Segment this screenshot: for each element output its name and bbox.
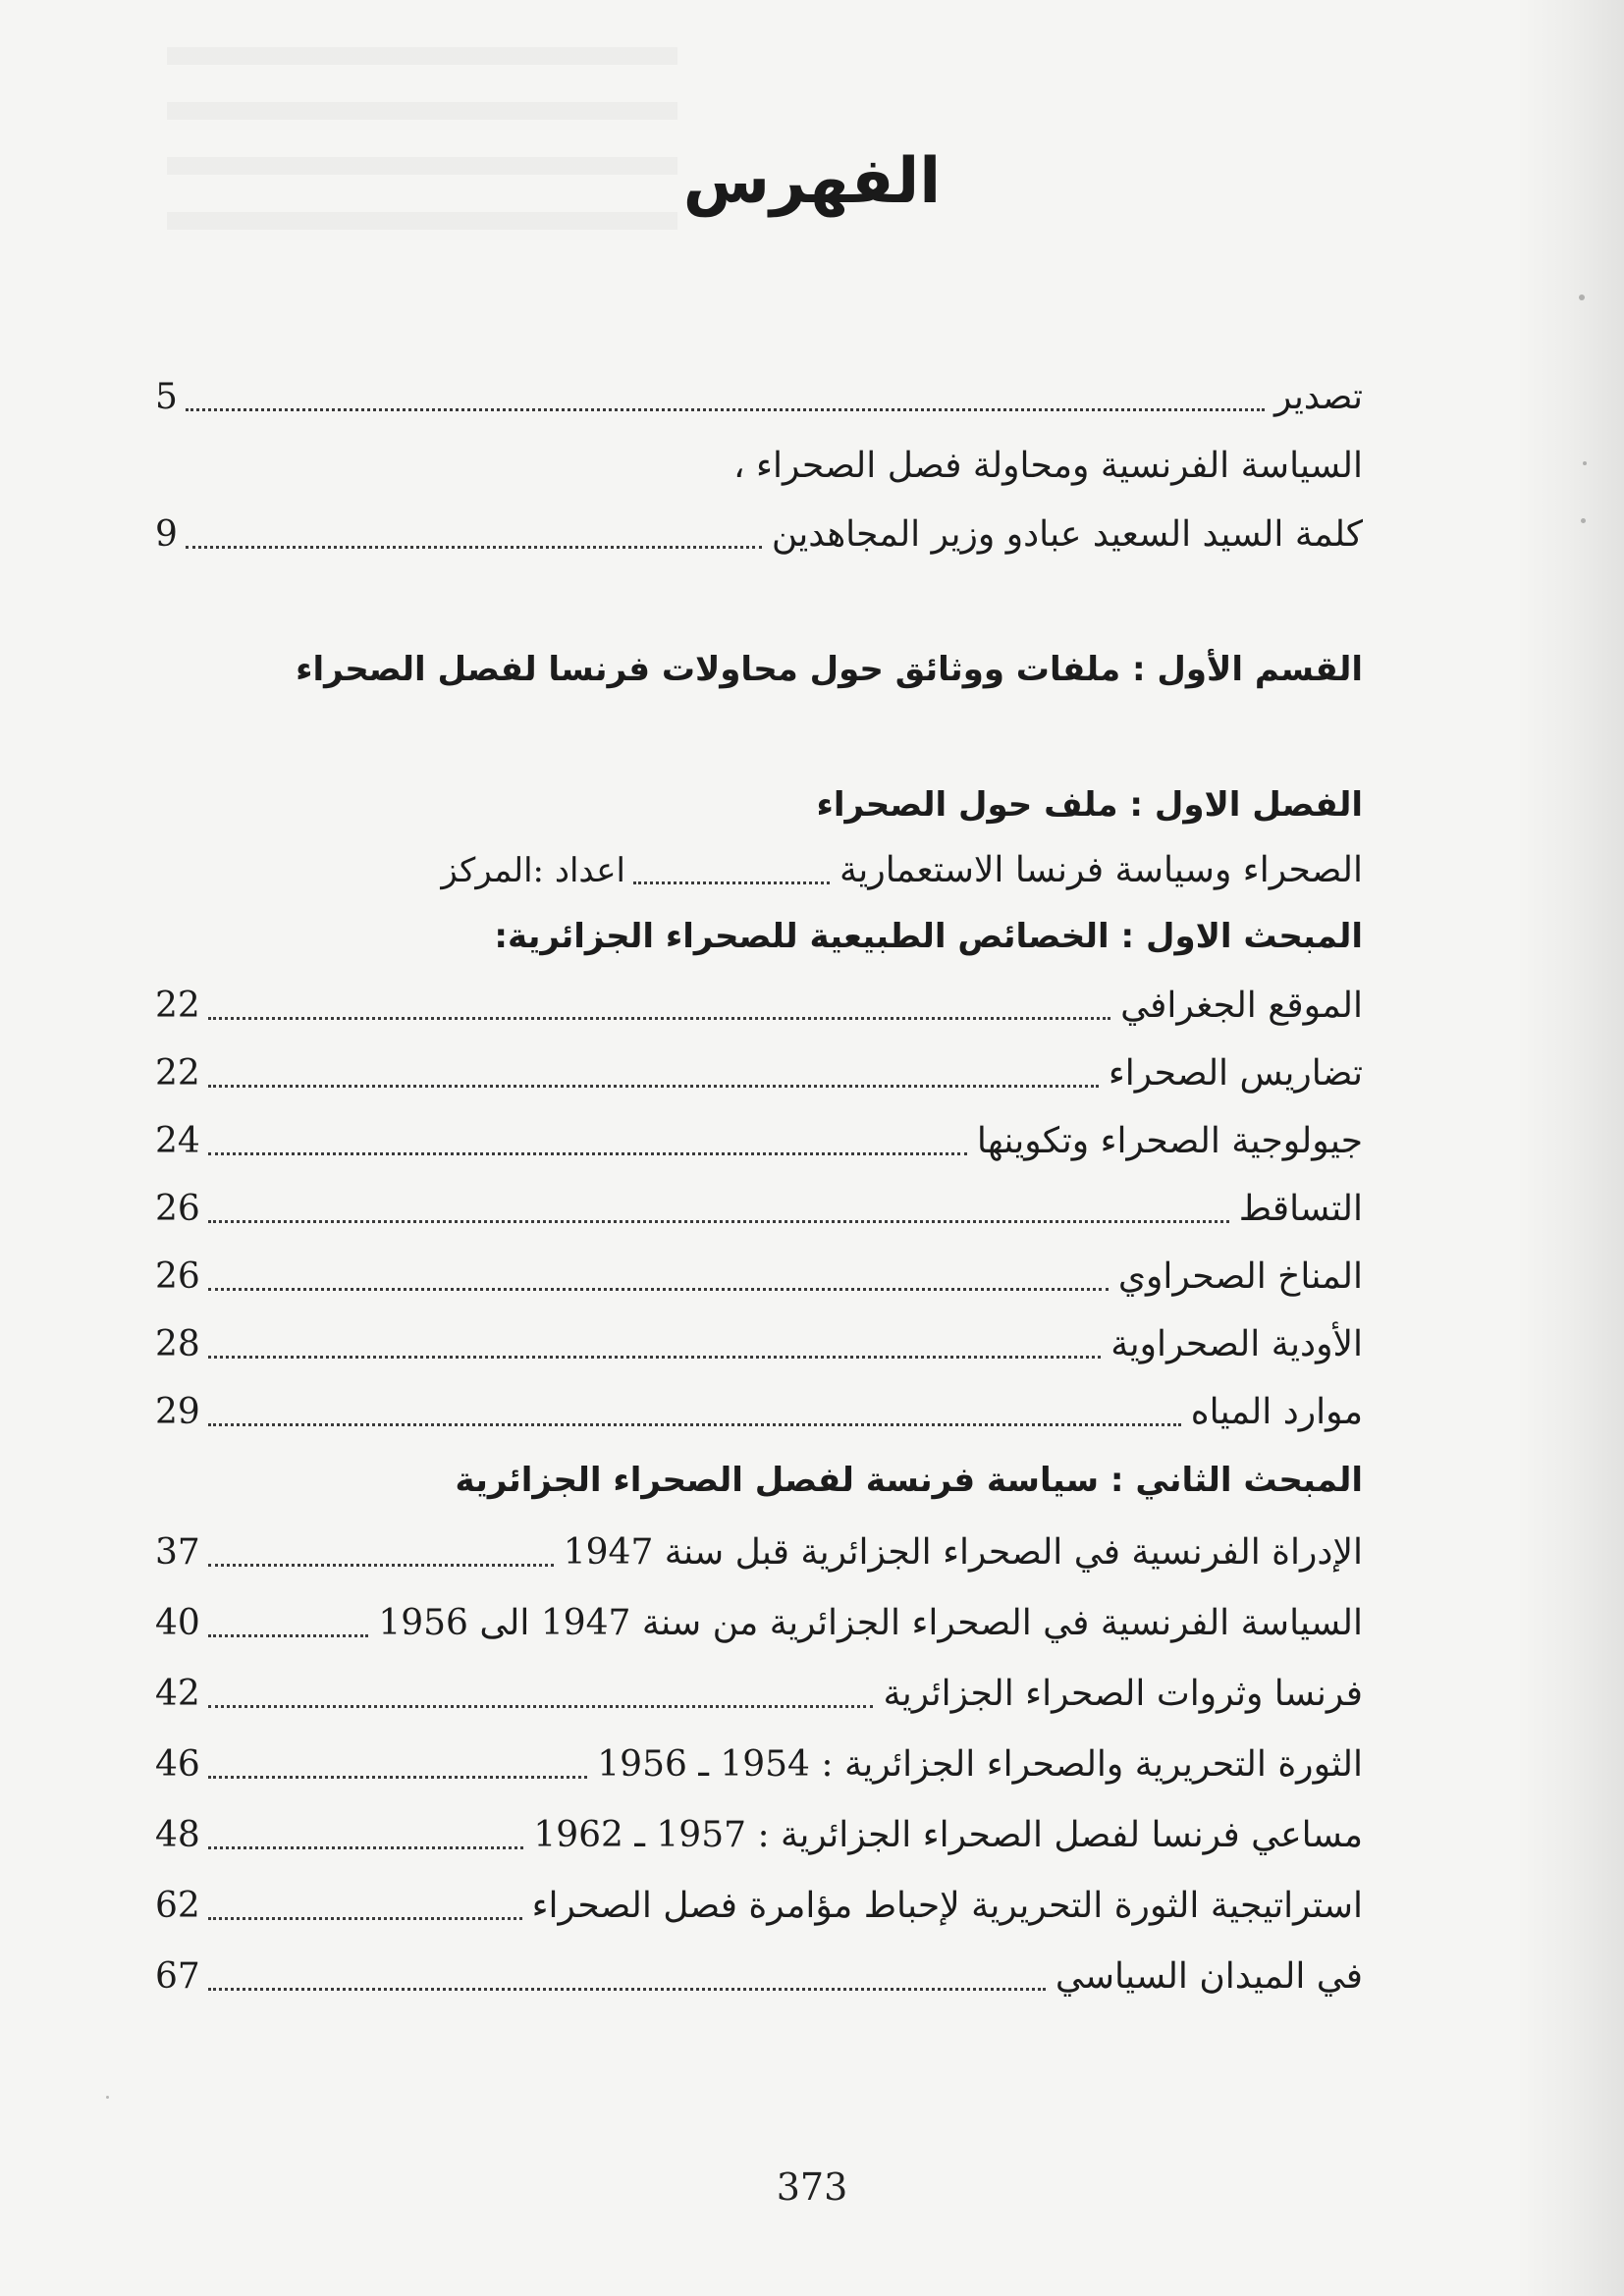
subsection-heading [155,907,1363,966]
leader-dots [208,1152,967,1155]
toc-entry [155,1315,1363,1374]
toc-entry [155,1948,1363,2006]
toc-entry [155,1248,1363,1307]
page-number: 373 [776,2165,848,2209]
toc-entry [155,1112,1363,1171]
toc-entry [155,1735,1363,1794]
toc-entry [155,977,1363,1036]
toc-entry-page: 40 [155,1603,200,1643]
page-title: الفهرس [682,145,942,218]
toc-entry-text: الفصل الاول : ملف حول الصحراء [816,785,1363,825]
subsection-heading [155,1451,1363,1510]
toc-entry [155,368,1363,427]
toc-entry-page: 26 [155,1256,200,1297]
toc-entry-text: في الميدان السياسي [1055,1956,1363,1997]
toc-entry-text: الصحراء وسياسة فرنسا الاستعمارية [839,850,1363,890]
toc-entry-page: 37 [155,1532,200,1573]
toc-entry-text: فرنسا وثروات الصحراء الجزائرية [883,1674,1363,1714]
toc-entry-text: السياسة الفرنسية ومحاولة فصل الصحراء ، [732,446,1363,486]
toc-entry [155,1523,1363,1582]
toc-entry [155,437,1363,496]
toc-entry-page: 46 [155,1744,200,1785]
toc-entry-page: 5 [155,377,178,417]
toc-entry-text: الأودية الصحراوية [1110,1324,1363,1364]
toc-entry [155,1180,1363,1239]
leader-dots [208,1356,1101,1359]
toc-entry [155,1383,1363,1442]
leader-dots [208,1288,1109,1291]
leader-dots [208,1988,1046,1991]
toc-entry-text: الإدراة الفرنسية في الصحراء الجزائرية قبل سنة 1947 [563,1532,1363,1573]
leader-dots [208,1423,1181,1426]
paper-speck [1583,461,1587,465]
toc-entry-text: التساقط [1238,1189,1363,1229]
leader-dots [208,1085,1099,1088]
leader-dots [208,1634,369,1637]
toc-entry-page: 48 [155,1815,200,1855]
toc-entry-text: السياسة الفرنسية في الصحراء الجزائرية من سنة 1947 الى 1956 [378,1603,1363,1643]
page-gutter-shadow [1516,0,1624,2296]
toc-entry-text: الموقع الجغرافي [1120,986,1363,1026]
leader-dots [208,1776,587,1779]
leader-dots [186,408,1265,411]
toc-entry-page: 29 [155,1392,200,1432]
section-heading [155,640,1363,699]
toc-entry [155,1877,1363,1936]
toc-entry-text: الثورة التحريرية والصحراء الجزائرية : 1954 ـ 1956 [597,1744,1363,1785]
leader-dots [208,1564,554,1567]
toc-entry-page: 28 [155,1324,200,1364]
toc-entry-text: مساعي فرنسا لفصل الصحراء الجزائرية : 1957 ـ 1962 [533,1815,1363,1855]
toc-entry-text: القسم الأول : ملفات ووثائق حول محاولات فرنسا لفصل الصحراء [296,650,1363,689]
toc-entry [155,1044,1363,1103]
toc-entry [155,1665,1363,1724]
leader-dots [208,1017,1110,1020]
leader-dots [633,881,830,884]
leader-dots [186,546,762,549]
toc-entry-page: 42 [155,1674,200,1714]
leader-dots [208,1846,524,1849]
leader-dots [208,1917,522,1920]
toc-entry-page: 62 [155,1886,200,1926]
toc-entry-page: 26 [155,1189,200,1229]
paper-speck [1581,518,1586,523]
toc-entry-page: 9 [155,514,178,555]
toc-entry-text: تصدير [1273,377,1363,417]
leader-dots [208,1220,1229,1223]
toc-entry [155,506,1363,564]
paper-speck [106,2096,109,2099]
toc-entry-page: 24 [155,1121,200,1161]
toc-entry-text: موارد المياه [1190,1392,1363,1432]
toc-entry-text: استراتيجية الثورة التحريرية لإحباط مؤامرة فصل الصحراء [531,1886,1363,1926]
toc-entry-page: 22 [155,986,200,1026]
toc-entry-author: اعداد :المركز [441,851,625,890]
paper-speck [1579,294,1585,300]
chapter-heading [155,775,1363,834]
leader-dots [208,1705,874,1708]
toc-entry [155,1594,1363,1653]
toc-entry-text: المناخ الصحراوي [1117,1256,1363,1297]
toc-entry-text: تضاريس الصحراء [1108,1053,1363,1094]
toc-entry [155,1806,1363,1865]
toc-entry-page: 22 [155,1053,200,1094]
toc-entry [155,841,1363,900]
toc-entry-page: 67 [155,1956,200,1997]
toc-entry-text: جيولوجية الصحراء وتكوينها [976,1121,1363,1161]
toc-entry-text: كلمة السيد السعيد عبادو وزير المجاهدين [771,514,1363,555]
toc-entry-text: المبحث الثاني : سياسة فرنسة لفصل الصحراء الجزائرية [455,1461,1363,1500]
toc-entry-text: المبحث الاول : الخصائص الطبيعية للصحراء الجزائرية: [494,917,1363,956]
